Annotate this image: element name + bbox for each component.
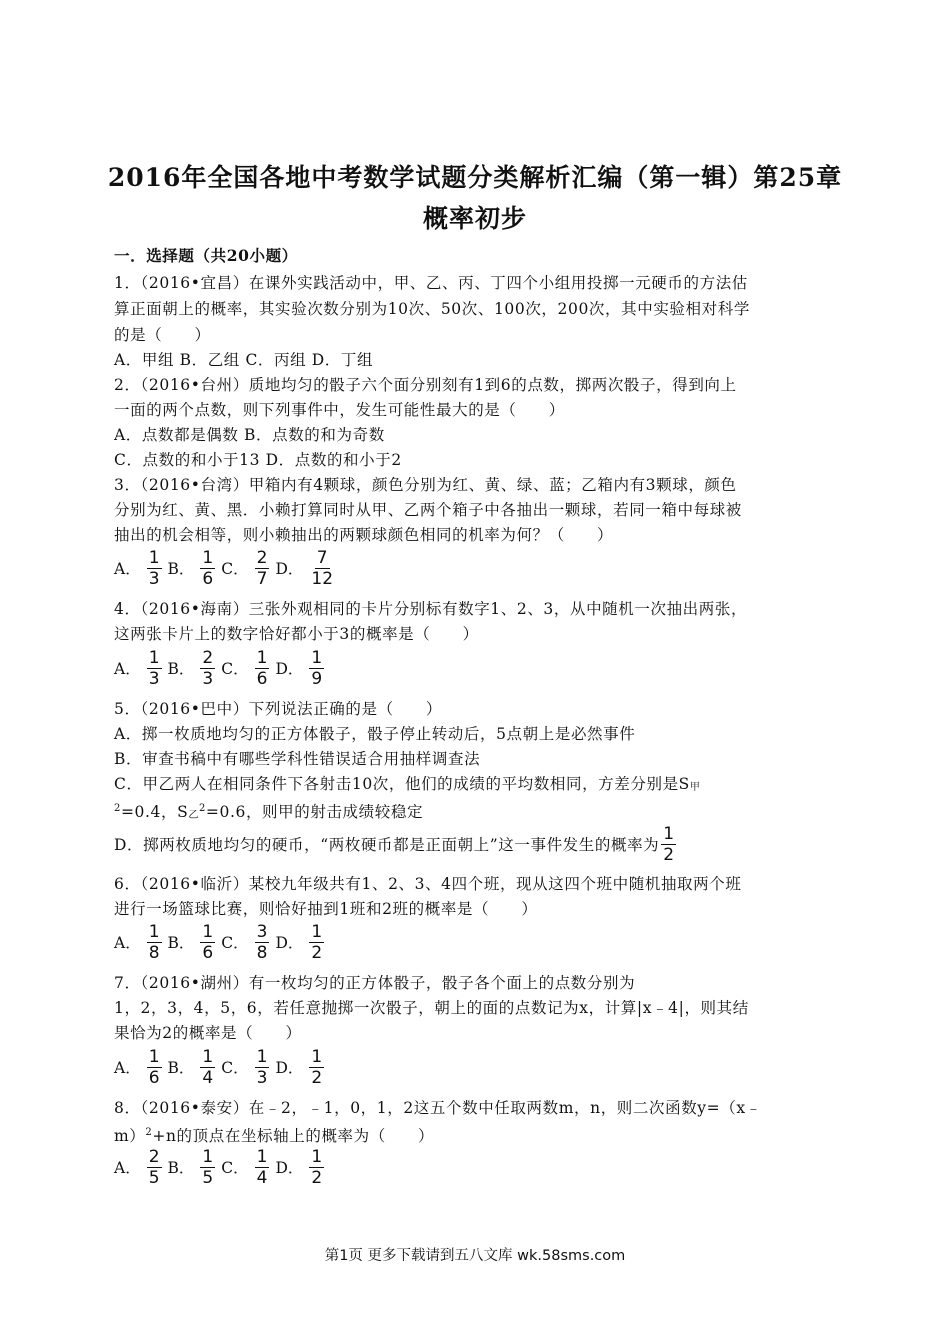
option-label: C． bbox=[221, 559, 249, 578]
q3-options bbox=[114, 548, 341, 589]
document-title-line1: 2016年全国各地中考数学试题分类解析汇编（第一辑）第25章 bbox=[107, 163, 843, 192]
fraction: $\frac{1}{6}$ bbox=[256, 648, 268, 689]
fraction: $\frac{1}{6}$ bbox=[148, 1047, 160, 1088]
fraction: $\frac{1}{2}$ bbox=[663, 824, 675, 865]
option-label: D． bbox=[275, 559, 304, 578]
page-footer: 第1页 更多下载请到五八文库 wk.58sms.com bbox=[324, 1248, 626, 1264]
q5-option-b: B．审查书稿中有哪些学科性错误适合用抽样调查法 bbox=[114, 750, 481, 768]
q6-options bbox=[114, 922, 330, 963]
option-label: C． bbox=[221, 933, 249, 952]
fraction: $\frac{1}{2}$ bbox=[311, 1147, 323, 1188]
q1-line3: 的是（ ） bbox=[114, 326, 211, 344]
q1-line1: 1．（2016•宜昌）在课外实践活动中，甲、乙、丙、丁四个小组用投掷一元硬币的方法估 bbox=[114, 274, 748, 292]
option-label: A． bbox=[114, 559, 141, 578]
q2-line2: 一面的两个点数，则下列事件中，发生可能性最大的是（ ） bbox=[114, 401, 565, 419]
option-label: A． bbox=[114, 1158, 141, 1177]
fraction: $\frac{1}{3}$ bbox=[256, 1047, 268, 1088]
fraction: $\frac{2}{3}$ bbox=[202, 648, 214, 689]
q4-line1: 4．（2016•海南）三张外观相同的卡片分别标有数字1、2、3，从中随机一次抽出两张， bbox=[114, 600, 748, 618]
fraction: $\frac{7}{12}$ bbox=[311, 548, 334, 589]
q7-options bbox=[114, 1047, 330, 1088]
q5-line1: 5．（2016•巴中）下列说法正确的是（ ） bbox=[114, 700, 443, 718]
q8-line1: 8．（2016•泰安）在﹣2，﹣1，0，1，2这五个数中任取两数m，n，则二次函数y=（x﹣ bbox=[114, 1099, 762, 1117]
fraction: $\frac{1}{5}$ bbox=[202, 1147, 214, 1188]
option-label: A． bbox=[114, 659, 141, 678]
q2-options-cd: C．点数的和小于13 D．点数的和小于2 bbox=[114, 451, 402, 469]
fraction: $\frac{1}{3}$ bbox=[148, 548, 160, 589]
q4-line2: 这两张卡片上的数字恰好都小于3的概率是（ ） bbox=[114, 625, 479, 643]
q3-line2: 分别为红、黄、黑．小赖打算同时从甲、乙两个箱子中各抽出一颗球，若同一箱中每球被 bbox=[114, 501, 742, 519]
q7-line3: 果恰为2的概率是（ ） bbox=[114, 1024, 302, 1042]
q3-line3: 抽出的机会相等，则小赖抽出的两颗球颜色相同的机率为何？（ ） bbox=[114, 526, 614, 544]
q1-line2: 算正面朝上的概率，其实验次数分别为10次、50次、100次，200次，其中实验相对科学 bbox=[114, 300, 750, 318]
document-title-line2: 概率初步 bbox=[422, 204, 527, 233]
q2-line1: 2．（2016•台州）质地均匀的骰子六个面分别刻有1到6的点数，掷两次骰子，得到向上 bbox=[114, 376, 737, 394]
q5-option-d: D．掷两枚质地均匀的硬币，“两枚硬币都是正面朝上”这一事件发生的概率为 $\frac{1}{2}$ bbox=[114, 824, 675, 865]
fraction: $\frac{1}{2}$ bbox=[311, 922, 323, 963]
fraction: $\frac{1}{3}$ bbox=[148, 648, 160, 689]
q8-options bbox=[114, 1147, 330, 1188]
fraction: $\frac{2}{5}$ bbox=[148, 1147, 160, 1188]
q3-line1: 3．（2016•台湾）甲箱内有4颗球，颜色分别为红、黄、绿、蓝；乙箱内有3颗球，颜色 bbox=[114, 476, 737, 494]
option-label: C． bbox=[221, 1158, 249, 1177]
option-label: B． bbox=[167, 933, 195, 952]
option-label: C． bbox=[221, 1058, 249, 1077]
option-label: D． bbox=[275, 1158, 304, 1177]
fraction: $\frac{2}{7}$ bbox=[256, 548, 268, 589]
option-label: B． bbox=[167, 559, 195, 578]
fraction: $\frac{1}{8}$ bbox=[148, 922, 160, 963]
option-label: B． bbox=[167, 659, 195, 678]
fraction: $\frac{1}{2}$ bbox=[311, 1047, 323, 1088]
option-label: D． bbox=[275, 933, 304, 952]
q6-line1: 6．（2016•临沂）某校九年级共有1、2、3、4四个班，现从这四个班中随机抽取两个班 bbox=[114, 875, 742, 893]
q5-option-c-line1: C．甲乙两人在相同条件下各射击10次，他们的成绩的平均数相同，方差分别是$S_甲$ bbox=[114, 775, 701, 793]
q7-line2: 1，2，3，4，5，6，若任意抛掷一次骰子，朝上的面的点数记为x，计算|x﹣4|，则其结 bbox=[114, 999, 749, 1017]
q5-option-a: A．掷一枚质地均匀的正方体骰子，骰子停止转动后，5点朝上是必然事件 bbox=[114, 725, 636, 743]
section-heading: 一．选择题（共20小题） bbox=[114, 246, 298, 265]
fraction: $\frac{1}{9}$ bbox=[311, 648, 323, 689]
option-label: D． bbox=[275, 1058, 304, 1077]
option-label: A． bbox=[114, 1058, 141, 1077]
q7-line1: 7．（2016•湖州）有一枚均匀的正方体骰子，骰子各个面上的点数分别为 bbox=[114, 974, 636, 992]
fraction: $\frac{1}{6}$ bbox=[202, 548, 214, 589]
option-label: B． bbox=[167, 1058, 195, 1077]
fraction: $\frac{3}{8}$ bbox=[256, 922, 268, 963]
fraction: $\frac{1}{4}$ bbox=[202, 1047, 214, 1088]
option-label: C． bbox=[221, 659, 249, 678]
option-label: B． bbox=[167, 1158, 195, 1177]
q5-option-c-line2: $^2$=0.4，$S_乙^2=0.6$，则甲的射击成绩较稳定 bbox=[114, 803, 424, 821]
option-label: D． bbox=[275, 659, 304, 678]
q4-options bbox=[114, 648, 330, 689]
q6-line2: 进行一场篮球比赛，则恰好抽到1班和2班的概率是（ ） bbox=[114, 900, 538, 918]
fraction: $\frac{1}{4}$ bbox=[256, 1147, 268, 1188]
fraction: $\frac{1}{6}$ bbox=[202, 922, 214, 963]
q1-options: A．甲组 B．乙组 C．丙组 D．丁组 bbox=[114, 351, 374, 369]
option-label: A． bbox=[114, 933, 141, 952]
q2-options-ab: A．点数都是偶数 B．点数的和为奇数 bbox=[114, 426, 385, 444]
q8-line2: m）$^2$+n的顶点在坐标轴上的概率为（ ） bbox=[114, 1127, 435, 1145]
